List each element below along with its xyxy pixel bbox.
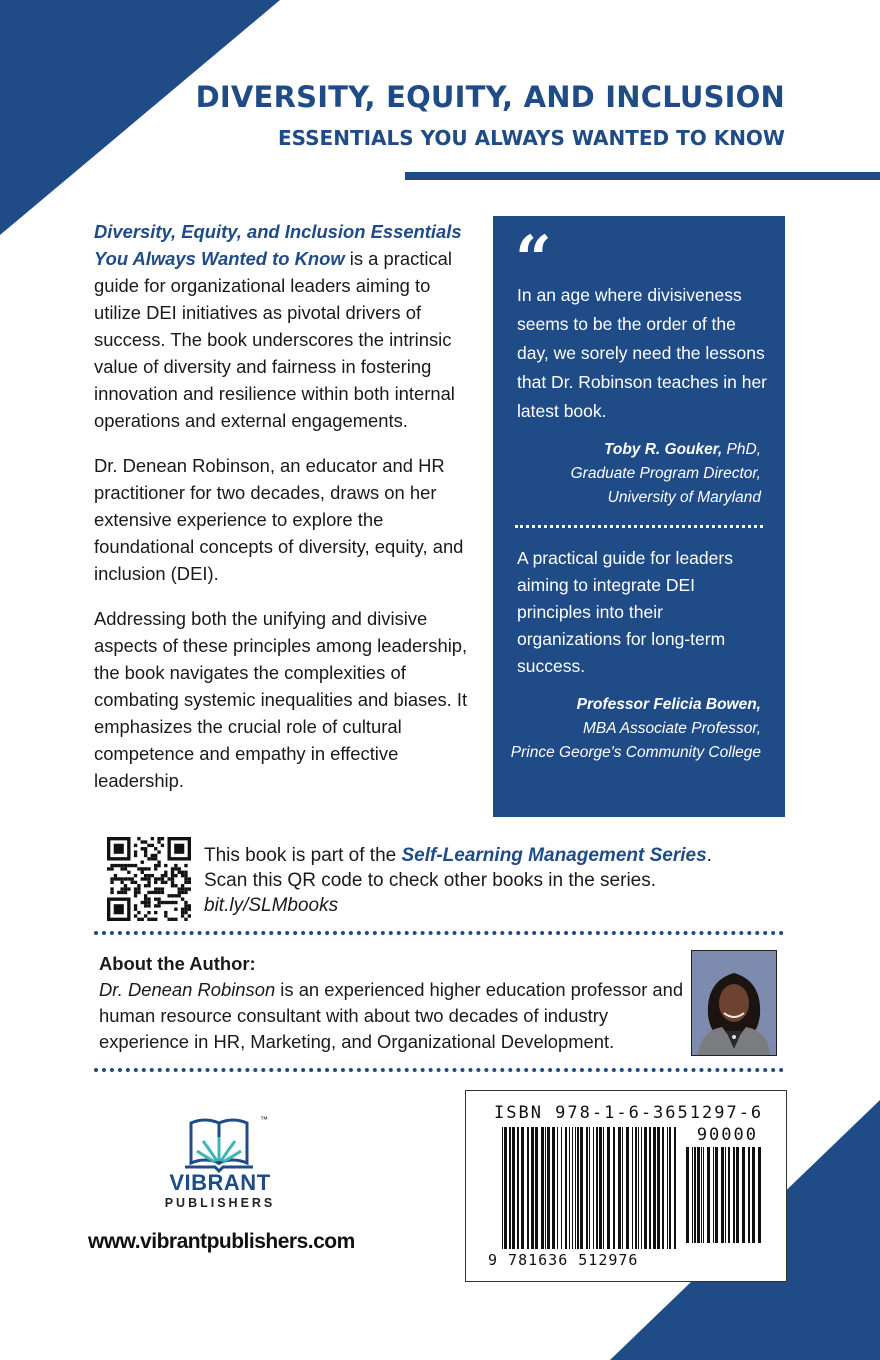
testimonial-1-degree: PhD, (722, 441, 761, 458)
isbn-barcode-box (465, 1090, 787, 1282)
author-photo (691, 950, 777, 1056)
ean-digits: 9 781636 512976 (488, 1251, 639, 1269)
testimonial-1-text: In an age where divisiveness seems to be the order of the day, we sorely need the lessons that Dr. Robinson teaches in her latest book. (517, 285, 768, 421)
testimonial-1-role: Graduate Program Director, (570, 465, 761, 482)
testimonial-1-name: Toby R. Gouker, (603, 441, 723, 458)
qr-code[interactable] (107, 837, 191, 921)
series-scan-text: Scan this QR code to check other books in the series. (204, 870, 657, 891)
price-code: 90000 (696, 1125, 758, 1145)
description-paragraph-2: Dr. Denean Robinson, an educator and HR practitioner for two decades, draws on her extensive experience to explore the foundational concepts of diversity, equity, and inclusion (DEI). (94, 455, 464, 584)
quote-mark-icon: “ (515, 222, 552, 297)
about-author-label: About the Author: (99, 953, 256, 974)
author-name: Dr. Denean Robinson (99, 979, 276, 1000)
testimonial-2-name: Professor Felicia Bowen, (576, 696, 761, 713)
book-title: DIVERSITY, EQUITY, AND INCLUSION (195, 80, 785, 114)
description-paragraph-3: Addressing both the unifying and divisive aspects of these principles among leadership, the book navigates the complexities of combating systemic inequalities and biases. It emphasizes the crucial role of cultural competence and empathy in effective leadership. (94, 608, 468, 791)
title-underline-bar (405, 172, 880, 180)
book-subtitle: ESSENTIALS YOU ALWAYS WANTED TO KNOW (277, 126, 785, 150)
description-book-name: Diversity, Equity, and Inclusion Essentials You Always Wanted to Know (94, 221, 462, 269)
testimonial-2-role: MBA Associate Professor, (582, 720, 761, 737)
description-p1-text: is a practical guide for organizational leaders aiming to utilize DEI initiatives as pivotal drivers of success. The book underscores the intrinsic value of diversity and fairness in fostering innovation and resilience within both internal operations and external engagements. (94, 248, 455, 431)
book-description (94, 218, 472, 812)
series-prefix: This book is part of the (204, 845, 402, 866)
series-link[interactable]: bit.ly/SLMbooks (204, 895, 339, 916)
corner-decoration-top-left (0, 0, 280, 235)
about-author (99, 951, 684, 1055)
dotted-divider-bottom (94, 1068, 784, 1072)
author-bio: is an experienced higher education professor and human resource consultant with about two decades of industry experience in HR, Marketing, and Organizational Development. (99, 979, 684, 1052)
publisher-subtitle: PUBLISHERS (164, 1196, 276, 1210)
testimonial-1-attribution (501, 438, 761, 510)
series-suffix: . (706, 845, 712, 866)
barcode (488, 1127, 764, 1249)
publisher-website[interactable]: www.vibrantpublishers.com (88, 1230, 355, 1253)
testimonial-2-text: A practical guide for leaders aiming to integrate DEI principles into their organizations for long-term success. (517, 548, 733, 676)
testimonial-2-attribution (501, 693, 761, 765)
testimonial-2-org: Prince George's Community College (510, 744, 761, 761)
dotted-divider-top (94, 931, 784, 935)
testimonial-box (493, 216, 785, 817)
isbn-text: ISBN 978-1-6-3651297-6 (494, 1103, 764, 1123)
about-author-text (99, 977, 684, 1055)
testimonial-1-org: University of Maryland (607, 489, 761, 506)
series-info (204, 843, 712, 918)
description-paragraph-1 (94, 218, 472, 434)
publisher-name: VIBRANT (169, 1170, 271, 1195)
trademark-symbol: ™ (260, 1115, 268, 1124)
series-name: Self-Learning Management Series (401, 845, 707, 866)
testimonial-divider (515, 525, 763, 528)
